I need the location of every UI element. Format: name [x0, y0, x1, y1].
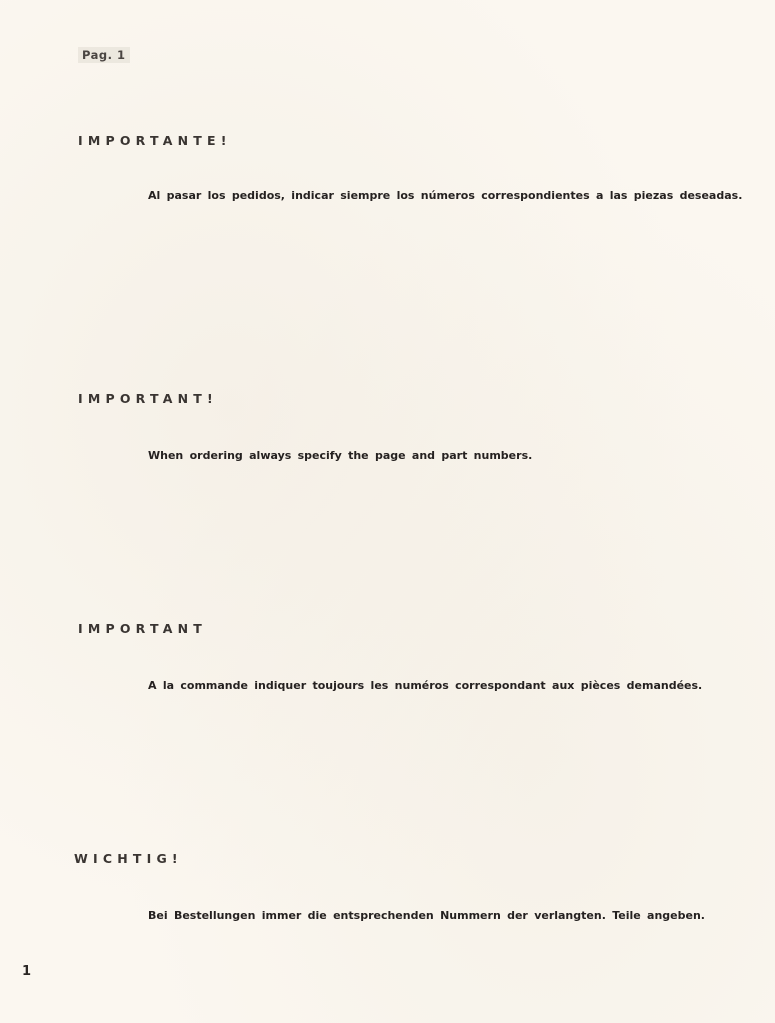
- page-label: Pag. 1: [78, 47, 130, 63]
- paragraph-english: When ordering always specify the page and part numbers.: [148, 449, 533, 462]
- heading-french: IMPORTANT: [78, 621, 207, 636]
- paragraph-french: A la commande indiquer toujours les numéros correspondant aux pièces demandées.: [148, 679, 703, 692]
- heading-spanish: IMPORTANTE!: [78, 133, 232, 148]
- paragraph-german: Bei Bestellungen immer die entsprechenden Nummern der verlangten. Teile angeben.: [148, 909, 705, 922]
- paragraph-spanish: Al pasar los pedidos, indicar siempre los números correspondientes a las piezas deseadas.: [148, 189, 743, 202]
- heading-english: IMPORTANT!: [78, 391, 218, 406]
- heading-german: WICHTIG!: [74, 851, 183, 866]
- folio-number: 1: [22, 964, 32, 979]
